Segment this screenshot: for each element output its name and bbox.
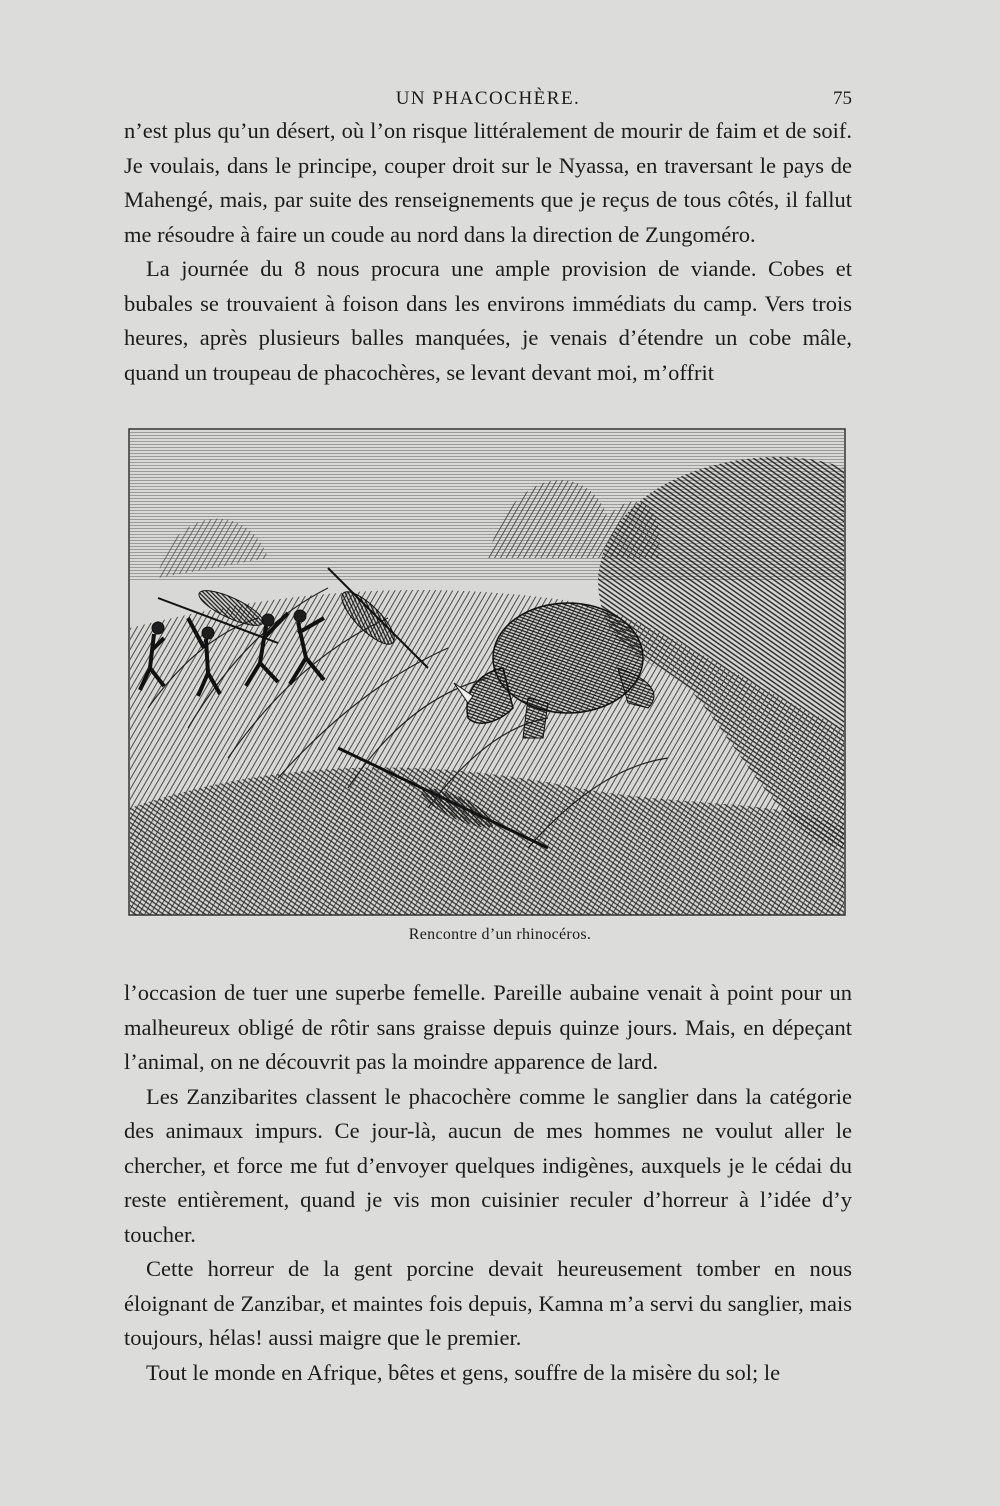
- figure-caption: Rencontre d’un rhinocéros.: [408, 926, 592, 943]
- paragraph: Cette horreur de la gent porcine devait heureusement tomber en nous éloignant de Zanzibar, et maintes fois depuis, Kamna m’a servi du sanglier, mais toujours, hélas! aussi maigre que le premier.: [124, 1256, 852, 1350]
- paragraph: n’est plus qu’un désert, où l’on risque littéralement de mourir de faim et de soif. Je voulais, dans le principe, couper droit sur le Nyassa, en traversant le pays de Mahengé, mais, par suite des renseignements que je reçus de tous côtés, il fallut me résoudre à faire un coude au nord dans la direction de Zungoméro.: [124, 118, 852, 247]
- paragraph: La journée du 8 nous procura une ample provision de viande. Cobes et bubales se trouvaient à foison dans les environs immédiats du camp. Vers trois heures, après plusieurs balles manquées, je venais d’étendre un cobe mâle, quand un troupeau de phacochères, se levant devant moi, m’offrit: [124, 256, 852, 385]
- running-title: UN PHACOCHÈRE.: [395, 88, 581, 109]
- page-number: 75: [833, 88, 852, 109]
- text-block-bottom: [124, 976, 852, 1390]
- text-block-top: [124, 114, 852, 390]
- paragraph: Les Zanzibarites classent le phacochère comme le sanglier dans la catégorie des animaux impurs. Ce jour-là, aucun de mes hommes ne voulut aller le chercher, et force me fut d’envoyer quelques indigènes, auxquels je le cédai du reste entièrement, quand je vis mon cuisinier reculer d’horreur à l’idée d’y toucher.: [124, 1083, 852, 1247]
- paragraph: Tout le monde en Afrique, bêtes et gens, souffre de la misère du sol; le: [146, 1359, 781, 1385]
- engraving-figure: [128, 428, 846, 918]
- rhinoceros-engraving: [128, 428, 846, 918]
- paragraph: l’occasion de tuer une superbe femelle. Pareille aubaine venait à point pour un malheureux obligé de rôtir sans graisse depuis quinze jours. Mais, en dépeçant l’animal, on ne découvrit pas la moindre apparence de lard.: [124, 980, 852, 1074]
